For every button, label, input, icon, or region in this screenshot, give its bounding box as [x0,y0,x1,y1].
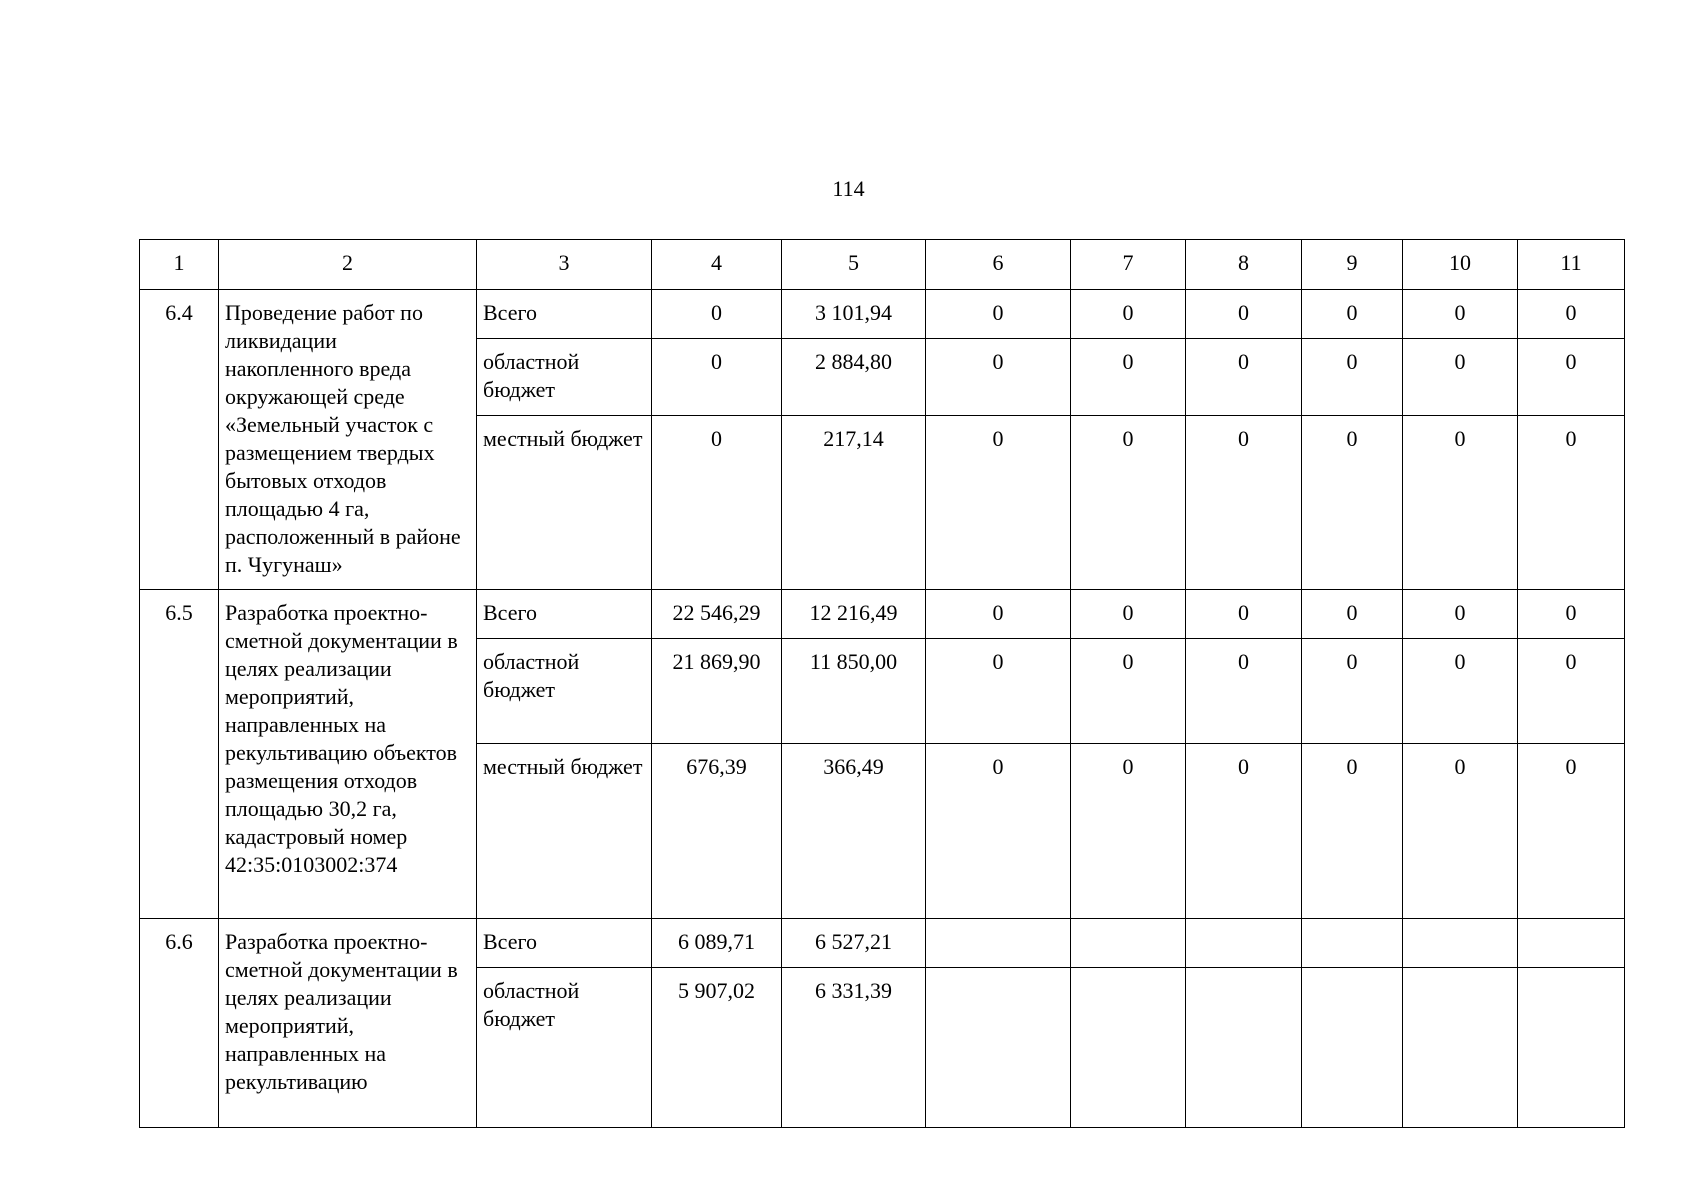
table-cell: 0 [1302,339,1403,416]
table-cell [1302,919,1403,968]
table-cell: 0 [1403,416,1518,590]
table-cell: 0 [1518,416,1625,590]
table-cell: 0 [1071,744,1186,919]
table-cell: 22 546,29 [652,590,782,639]
table-cell: 21 869,90 [652,639,782,744]
table-cell [1186,968,1302,1128]
table-cell: 0 [1403,290,1518,339]
funding-source: областной бюджет [477,639,652,744]
table-cell: 0 [1186,744,1302,919]
funding-source: местный бюджет [477,416,652,590]
table-cell [1403,919,1518,968]
item-description: Разработка проектно-сметной документации в целях реализации мероприятий, направленных на рекультивацию объектов размещения отходов площадью 30,2 га, кадастровый номер 42:35:0103002:374 [219,590,477,919]
item-number: 6.6 [140,919,219,1128]
item-number: 6.5 [140,590,219,919]
table-cell: 0 [1403,639,1518,744]
column-header: 1 [140,240,219,290]
table-cell: 0 [1518,639,1625,744]
table-cell [1186,919,1302,968]
table-cell: 0 [1186,290,1302,339]
funding-source: Всего [477,290,652,339]
table-cell: 3 101,94 [782,290,926,339]
table-row [140,919,1625,968]
table-cell [1518,968,1625,1128]
column-header: 6 [926,240,1071,290]
table-cell: 0 [926,590,1071,639]
table-cell: 2 884,80 [782,339,926,416]
table-cell: 0 [1403,590,1518,639]
column-header: 3 [477,240,652,290]
table-cell: 0 [1186,416,1302,590]
table-cell: 0 [1518,290,1625,339]
table-cell: 0 [1302,416,1403,590]
table-cell: 0 [1403,744,1518,919]
table-cell [926,968,1071,1128]
item-number: 6.4 [140,290,219,590]
funding-source: местный бюджет [477,744,652,919]
table-header-row [140,240,1625,290]
table-cell [1518,919,1625,968]
table-cell: 6 527,21 [782,919,926,968]
table-cell: 5 907,02 [652,968,782,1128]
table-cell: 0 [1186,590,1302,639]
page-number: 114 [832,176,865,201]
table-cell: 0 [1518,590,1625,639]
table-cell: 0 [1071,339,1186,416]
table-cell: 6 089,71 [652,919,782,968]
table-cell: 676,39 [652,744,782,919]
column-header: 10 [1403,240,1518,290]
item-description: Проведение работ по ликвидации накопленного вреда окружающей среде «Земельный участок с размещением твердых бытовых отходов площадью 4 га, расположенный в районе п. Чугунаш» [219,290,477,590]
table-cell: 0 [926,744,1071,919]
column-header: 7 [1071,240,1186,290]
table-cell: 0 [1186,639,1302,744]
table-cell: 0 [1071,639,1186,744]
table-cell: 0 [1186,339,1302,416]
item-description: Разработка проектно-сметной документации в целях реализации мероприятий, направленных на рекультивацию [219,919,477,1128]
table-row [140,590,1625,639]
table-cell: 0 [926,416,1071,590]
table-cell [1302,968,1403,1128]
table-cell: 0 [926,290,1071,339]
table-row [140,290,1625,339]
table-cell: 0 [1518,744,1625,919]
column-header: 5 [782,240,926,290]
table-cell: 6 331,39 [782,968,926,1128]
column-header: 8 [1186,240,1302,290]
column-header: 9 [1302,240,1403,290]
column-header: 4 [652,240,782,290]
table-cell: 0 [652,416,782,590]
funding-source: областной бюджет [477,968,652,1128]
table-cell: 0 [926,339,1071,416]
table-cell: 0 [1071,290,1186,339]
budget-table [139,239,1625,1128]
table-cell: 217,14 [782,416,926,590]
table-cell [1071,968,1186,1128]
table-cell [1071,919,1186,968]
column-header: 2 [219,240,477,290]
table-cell: 0 [1071,590,1186,639]
table-cell: 0 [652,339,782,416]
table-cell: 0 [1302,744,1403,919]
table-cell [1403,968,1518,1128]
table-cell: 0 [1302,590,1403,639]
table-cell: 12 216,49 [782,590,926,639]
column-header: 11 [1518,240,1625,290]
funding-source: Всего [477,919,652,968]
table-cell: 0 [652,290,782,339]
table-cell: 0 [1403,339,1518,416]
table-cell: 11 850,00 [782,639,926,744]
table-cell: 0 [926,639,1071,744]
funding-source: Всего [477,590,652,639]
funding-source: областной бюджет [477,339,652,416]
table-cell: 0 [1071,416,1186,590]
table-cell: 0 [1302,639,1403,744]
table-cell: 366,49 [782,744,926,919]
table-cell: 0 [1302,290,1403,339]
table-cell: 0 [1518,339,1625,416]
table-cell [926,919,1071,968]
